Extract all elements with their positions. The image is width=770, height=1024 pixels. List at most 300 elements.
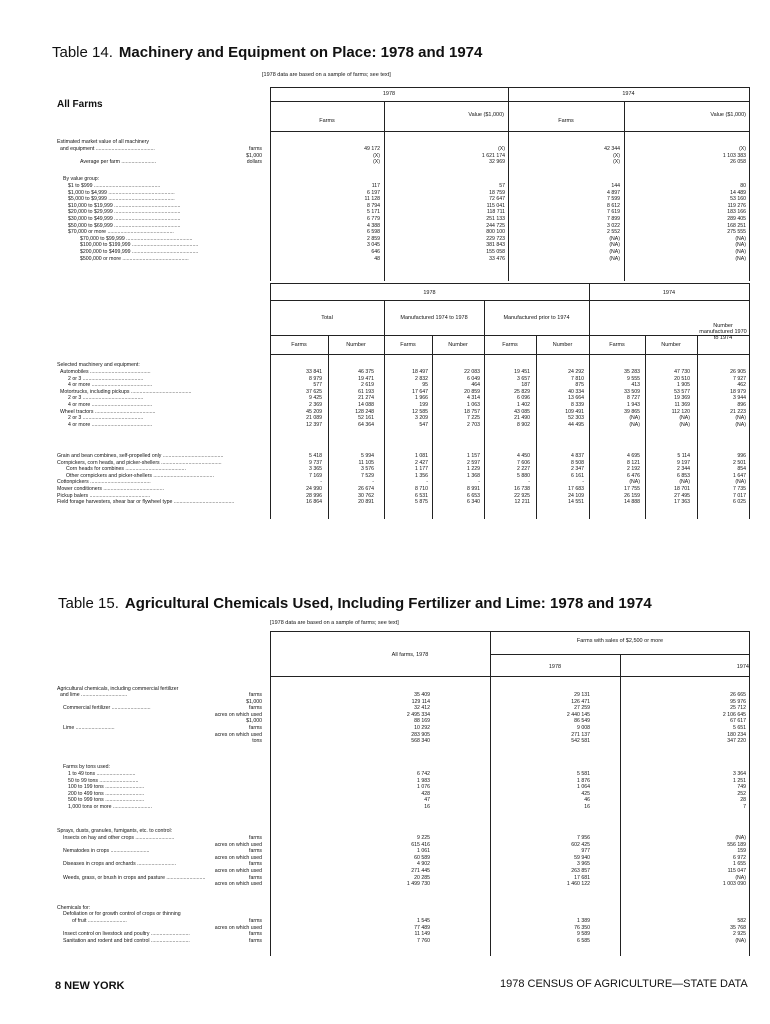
equipment-cell: 5 114 bbox=[677, 453, 690, 459]
t14-hdr2-1974: 1974 bbox=[662, 290, 676, 296]
cell-farms-1974: 2 552 bbox=[607, 229, 620, 236]
value-group-label: $5,000 to $9,999 .............................................. bbox=[68, 196, 175, 203]
cell-sales-1978: 542 581 bbox=[571, 738, 590, 745]
equipment-cell: 4 695 bbox=[627, 453, 640, 459]
equipment-cell: 12 211 bbox=[514, 499, 530, 506]
cell-all-1978: 615 416 bbox=[411, 841, 430, 848]
chem-unit: $1,000 bbox=[246, 698, 262, 705]
est-label-2: and equipment ......................................... bbox=[60, 146, 155, 152]
equipment-cell: 8 979 bbox=[309, 375, 322, 382]
t15-sec3-label: Sprays, dusts, granules, fumigants, etc. to control: bbox=[57, 828, 173, 834]
equipment-cell: 6 853 bbox=[677, 472, 690, 479]
equipment-cell: (NA) bbox=[629, 415, 640, 422]
equipment-cell: 52 161 bbox=[358, 415, 374, 422]
equipment-cell: 462 bbox=[737, 382, 746, 389]
equipment-cell: 20 891 bbox=[358, 499, 374, 506]
cell-farms-1974: 7 899 bbox=[607, 216, 620, 222]
equipment-cell: 2 501 bbox=[733, 459, 746, 466]
equipment-cell: 1 063 bbox=[467, 402, 480, 408]
cell-all-1978: 283 905 bbox=[411, 731, 430, 738]
cell-value-1978: 381 843 bbox=[486, 242, 505, 249]
equipment-cell: 8 991 bbox=[467, 486, 480, 492]
col-header: Number bbox=[346, 342, 366, 348]
chem-unit: farms bbox=[249, 931, 262, 938]
chem-unit: acres on which used bbox=[214, 731, 262, 738]
equipment-label: Other cornpickers and picker-shellers .......................................... bbox=[66, 472, 214, 479]
cell-value-1974: (NA) bbox=[735, 249, 746, 255]
cell-value-1974: 168 251 bbox=[727, 222, 746, 229]
cell-farms-1974: (NA) bbox=[609, 249, 620, 255]
cell-sales-1974: (NA) bbox=[735, 874, 746, 881]
col-header: Farms bbox=[400, 342, 416, 348]
equipment-cell: 8 710 bbox=[415, 486, 428, 492]
cell-all-1978: 9 225 bbox=[417, 835, 430, 841]
chem-label: Nematodes in crops ........................... bbox=[63, 848, 150, 855]
equipment-cell: 5 994 bbox=[361, 453, 374, 459]
equipment-cell: 21 490 bbox=[514, 415, 530, 422]
equipment-cell: (NA) bbox=[679, 479, 690, 486]
equipment-cell: 33 509 bbox=[624, 388, 640, 395]
equipment-cell: 2 347 bbox=[571, 466, 584, 473]
value-group-label: $70,000 or more .............................................. bbox=[68, 229, 174, 236]
cell-farms-1974: 7 599 bbox=[607, 196, 620, 203]
chem-label: Insects on hay and other crops ........................... bbox=[63, 835, 175, 841]
cell-farms-1978: 6 197 bbox=[367, 189, 380, 196]
cell-sales-1974: 1 251 bbox=[733, 777, 746, 784]
cell-farms-1978: 6 779 bbox=[367, 216, 380, 222]
cell-sales-1974: 1 655 bbox=[733, 861, 746, 868]
cell-value-1978: 32 969 bbox=[489, 159, 505, 166]
equipment-cell: 20 510 bbox=[674, 375, 690, 382]
cell-value-1974: 26 058 bbox=[730, 159, 746, 166]
cell-sales-1974: 115 047 bbox=[727, 868, 746, 874]
equipment-cell: 13 664 bbox=[568, 395, 584, 402]
value-group-label: $200,000 to $499,999 .............................................. bbox=[80, 249, 199, 255]
table15-note: [1978 data are based on a sample of farms; see text] bbox=[270, 620, 399, 626]
cell-sales-1974: 6 972 bbox=[733, 854, 746, 861]
equipment-cell: 44 495 bbox=[568, 421, 584, 428]
equipment-cell: 6 161 bbox=[571, 472, 584, 479]
equipment-cell: (NA) bbox=[679, 415, 690, 422]
cell-all-1978: 11 149 bbox=[414, 931, 430, 938]
cell-all-1978: 88 169 bbox=[414, 718, 430, 725]
chem-label: 200 to 499 tons ........................... bbox=[68, 790, 145, 797]
value-group-label: $70,000 to $99,999 .............................................. bbox=[80, 235, 193, 242]
cell-farms-1978: 48 bbox=[374, 255, 380, 262]
t15-hdr-1978: 1978 bbox=[548, 664, 562, 670]
cell-sales-1978: 9 589 bbox=[577, 931, 590, 938]
equipment-label: Grain and bean combines, self-propelled only .......................................... bbox=[57, 453, 224, 459]
t14-hdr-farms-74: Farms bbox=[558, 118, 574, 124]
chem-unit: $1,000 bbox=[246, 718, 262, 725]
equipment-cell: 1 647 bbox=[733, 472, 746, 479]
cell-farms-1978: 6 598 bbox=[367, 229, 380, 236]
cell-all-1978: 7 760 bbox=[417, 937, 430, 944]
t14-hdr2-mfgprior: Manufactured prior to 1974 bbox=[503, 315, 570, 321]
equipment-cell: - bbox=[320, 479, 322, 486]
chem-unit: acres on which used bbox=[214, 841, 262, 848]
cell-sales-1974: 5 651 bbox=[733, 725, 746, 731]
cell-sales-1974: 2 106 645 bbox=[722, 711, 746, 718]
equipment-cell: 16 864 bbox=[306, 499, 322, 506]
cell-farms-1974: 7 619 bbox=[607, 209, 620, 216]
cell-value-1978: 33 476 bbox=[489, 255, 505, 262]
equipment-cell: 1 368 bbox=[467, 472, 480, 479]
cell-sales-1978: 7 956 bbox=[577, 835, 590, 841]
cell-farms-1978: 5 171 bbox=[367, 209, 380, 216]
equipment-cell: 2 597 bbox=[467, 459, 480, 466]
cell-sales-1974: 582 bbox=[737, 918, 746, 924]
equipment-cell: 128 248 bbox=[355, 408, 374, 415]
cell-sales-1974: 35 768 bbox=[730, 924, 746, 931]
cell-value-1974: 1 103 383 bbox=[722, 152, 746, 159]
equipment-cell: 577 bbox=[313, 382, 322, 389]
equipment-cell: 25 829 bbox=[514, 388, 530, 395]
equipment-label: Corn heads for combines .......................................... bbox=[66, 466, 186, 473]
cell-value-1974: 289 405 bbox=[727, 216, 746, 222]
cell-farms-1974: (X) bbox=[613, 152, 620, 159]
cell-sales-1978: 59 940 bbox=[574, 854, 590, 861]
equipment-cell: 14 551 bbox=[568, 499, 584, 506]
cell-farms-1974: 42 344 bbox=[604, 146, 620, 152]
chem-label: Diseases in crops and orchards ........................... bbox=[63, 861, 177, 868]
table15-title: Table 15. Agricultural Chemicals Used, Including Fertilizer and Lime: 1978 and 1974 bbox=[58, 595, 652, 612]
value-group-label: $1 to $999 .............................................. bbox=[68, 183, 161, 189]
cell-farms-1974: 144 bbox=[611, 183, 620, 189]
cell-all-1978: 1 076 bbox=[417, 784, 430, 791]
col-header: Number bbox=[552, 342, 573, 348]
cell-sales-1978: 17 681 bbox=[574, 874, 590, 881]
row-unit: farms bbox=[249, 146, 262, 152]
equipment-cell: 47 730 bbox=[674, 369, 690, 375]
chem-label: 500 to 999 tons ........................... bbox=[68, 797, 145, 804]
equipment-cell: 53 577 bbox=[674, 388, 690, 395]
equipment-cell: 2 427 bbox=[415, 459, 428, 466]
equipment-cell: 9 197 bbox=[677, 459, 690, 466]
equipment-cell: 14 088 bbox=[358, 402, 374, 408]
equipment-cell: 6 653 bbox=[467, 492, 480, 499]
cell-sales-1978: 602 425 bbox=[571, 841, 590, 848]
cell-sales-1974: 95 976 bbox=[730, 698, 746, 705]
equipment-cell: 26 674 bbox=[358, 486, 374, 492]
cell-sales-1978: 425 bbox=[581, 790, 590, 797]
equipment-cell: 17 647 bbox=[412, 388, 428, 395]
chem-unit: farms bbox=[249, 835, 262, 841]
cell-sales-1978: 46 bbox=[584, 797, 590, 804]
equipment-cell: 6 025 bbox=[733, 499, 746, 506]
equipment-cell: 6 476 bbox=[627, 472, 640, 479]
equipment-cell: 1 943 bbox=[627, 402, 640, 408]
equipment-cell: 2 344 bbox=[677, 466, 690, 473]
cell-value-1974: 275 555 bbox=[727, 229, 746, 236]
cell-value-1974: (X) bbox=[739, 146, 746, 152]
chem-label: Sanitation and rodent and bird control ........................... bbox=[63, 937, 190, 944]
cell-value-1978: 244 725 bbox=[486, 222, 505, 229]
equipment-cell: (NA) bbox=[735, 421, 746, 428]
cell-sales-1978: 263 857 bbox=[571, 868, 590, 874]
equipment-cell: 21 223 bbox=[730, 408, 746, 415]
cell-value-1978: 229 723 bbox=[486, 235, 505, 242]
by-value-label: By value group: bbox=[63, 176, 100, 182]
equipment-cell: 896 bbox=[737, 402, 746, 408]
cell-all-1978: 1 499 730 bbox=[406, 881, 430, 888]
cell-sales-1974: 347 220 bbox=[727, 738, 746, 745]
equipment-cell: 4 450 bbox=[517, 453, 530, 459]
cell-sales-1978: 3 965 bbox=[577, 861, 590, 868]
equipment-cell: - bbox=[582, 479, 584, 486]
t14-hdr-1978: 1978 bbox=[382, 91, 396, 97]
equipment-cell: 17 755 bbox=[624, 486, 640, 492]
cell-all-1978: 20 285 bbox=[414, 874, 430, 881]
cell-sales-1974: 180 234 bbox=[727, 731, 746, 738]
cell-sales-1978: 5 581 bbox=[577, 771, 590, 777]
equipment-cell: 4 314 bbox=[467, 395, 480, 402]
equipment-label: Cottonpickers .......................................... bbox=[57, 479, 151, 486]
equipment-cell: 8 508 bbox=[571, 459, 584, 466]
equipment-cell: 26 159 bbox=[624, 492, 640, 499]
col-header: Farms bbox=[502, 342, 518, 348]
chem-label: Lime ........................... bbox=[63, 725, 115, 731]
cell-value-1978: 118 711 bbox=[487, 209, 505, 216]
cell-sales-1978: 9 008 bbox=[577, 725, 590, 731]
equipment-cell: 6 340 bbox=[467, 499, 480, 506]
cell-all-1978: 60 589 bbox=[414, 854, 430, 861]
equipment-cell: 464 bbox=[471, 382, 480, 389]
cell-all-1978: 1 545 bbox=[417, 918, 430, 924]
t15-hdr-1974: 1974 bbox=[736, 664, 749, 670]
t15-hdr-all: All farms, 1978 bbox=[391, 652, 429, 658]
chem-unit: farms bbox=[249, 937, 262, 944]
equipment-cell: 7 169 bbox=[309, 472, 322, 479]
cell-value-1978: 800 100 bbox=[486, 229, 505, 236]
cell-sales-1974: 556 189 bbox=[727, 841, 746, 848]
equipment-cell: 7 225 bbox=[467, 415, 480, 422]
cell-value-1978: 1 621 174 bbox=[481, 152, 505, 159]
equipment-cell: 6 049 bbox=[467, 375, 480, 382]
equipment-cell: 19 369 bbox=[674, 395, 690, 402]
equipment-label: Cornpickers, corn heads, and picker-shellers .......................................... bbox=[57, 459, 222, 466]
cell-farms-1974: 8 612 bbox=[607, 202, 620, 209]
chem-label: 50 to 99 tons ........................... bbox=[68, 777, 139, 784]
cell-sales-1978: 86 549 bbox=[574, 718, 590, 725]
chem-unit: acres on which used bbox=[214, 881, 262, 888]
footer-page-state: 8 NEW YORK bbox=[55, 980, 125, 992]
cell-all-1978: 568 340 bbox=[411, 738, 430, 745]
equipment-cell: 7 735 bbox=[733, 486, 746, 492]
cell-value-1978: 18 759 bbox=[489, 189, 505, 196]
cell-sales-1974: 67 617 bbox=[730, 718, 746, 725]
equipment-cell: - bbox=[528, 479, 530, 486]
cell-value-1974: 183 166 bbox=[727, 209, 746, 216]
equipment-cell: 3 365 bbox=[309, 466, 322, 473]
cell-sales-1974: 28 bbox=[740, 797, 746, 804]
col-header: Farms bbox=[609, 342, 625, 348]
equipment-cell: 2 619 bbox=[361, 382, 374, 389]
cell-farms-1978: 11 128 bbox=[364, 196, 380, 203]
equipment-label: Motortrucks, including pickups .......................................... bbox=[60, 388, 192, 395]
row-unit: $1,000 bbox=[246, 152, 262, 159]
cell-farms-1978: 646 bbox=[371, 249, 380, 255]
cell-all-1978: 35 409 bbox=[414, 692, 430, 698]
col-header: Farms bbox=[291, 342, 307, 348]
chem-unit: farms bbox=[249, 918, 262, 924]
chem-label: of fruit ........................... bbox=[72, 918, 127, 924]
cell-sales-1978: 1 389 bbox=[577, 918, 590, 924]
equipment-label: 2 or 3 .......................................... bbox=[68, 375, 144, 382]
equipment-cell: 18 979 bbox=[730, 388, 746, 395]
equipment-cell: 18 497 bbox=[412, 369, 428, 375]
cell-all-1978: 4 902 bbox=[417, 861, 430, 868]
cell-sales-1978: 271 137 bbox=[571, 731, 590, 738]
equipment-label: 4 or more .......................................... bbox=[68, 421, 153, 428]
cell-value-1978: 251 133 bbox=[486, 216, 505, 222]
cell-all-1978: 32 412 bbox=[414, 705, 430, 712]
chem-unit: farms bbox=[249, 848, 262, 855]
equipment-label: Field forage harvesters, shear bar or flywheel type .......................................... bbox=[57, 499, 235, 506]
cell-farms-1978: 3 045 bbox=[367, 242, 380, 249]
equipment-cell: 3 209 bbox=[415, 415, 428, 422]
equipment-cell: 52 303 bbox=[568, 415, 584, 422]
equipment-cell: 1 966 bbox=[415, 395, 428, 402]
cell-sales-1978: 1 460 122 bbox=[566, 881, 590, 888]
equipment-cell: 7 606 bbox=[517, 459, 530, 466]
cell-all-1978: 10 292 bbox=[414, 725, 430, 731]
equipment-cell: 40 334 bbox=[568, 388, 584, 395]
cell-farms-1978: (X) bbox=[373, 152, 380, 159]
cell-farms-1974: (X) bbox=[613, 159, 620, 166]
cell-sales-1974: 26 665 bbox=[730, 692, 746, 698]
equipment-cell: 45 209 bbox=[306, 408, 322, 415]
cell-all-1978: 2 495 334 bbox=[406, 711, 430, 718]
chem-label: 1,000 tons or more ........................... bbox=[68, 804, 152, 810]
equipment-label: 2 or 3 .......................................... bbox=[68, 415, 144, 422]
equipment-cell: 26 905 bbox=[730, 369, 746, 375]
equipment-cell: 24 109 bbox=[568, 492, 584, 499]
cell-sales-1974: 2 925 bbox=[733, 931, 746, 938]
footer-census-title: 1978 CENSUS OF AGRICULTURE—STATE DATA bbox=[500, 978, 748, 990]
cell-value-1974: (NA) bbox=[735, 255, 746, 262]
value-group-label: $1,000 to $4,999 .............................................. bbox=[68, 189, 175, 196]
cell-sales-1974: 7 bbox=[743, 804, 746, 810]
cell-value-1978: 155 058 bbox=[486, 249, 505, 255]
equipment-cell: 187 bbox=[521, 382, 530, 389]
cell-farms-1978: 49 172 bbox=[364, 146, 380, 152]
t15-sec4-label1: Chemicals for: bbox=[57, 905, 91, 911]
equipment-cell: 3 657 bbox=[517, 375, 530, 382]
equipment-cell: 5 875 bbox=[415, 499, 428, 506]
chem-label: Weeds, grass, or brush in crops and pasture ........................... bbox=[63, 874, 206, 881]
cell-farms-1978: 4 388 bbox=[367, 222, 380, 229]
equipment-cell: 39 865 bbox=[624, 408, 640, 415]
t14-hdr2-nummfg: Number manufactured 1970 to 1974 bbox=[699, 323, 747, 341]
equipment-label: Automobiles .......................................... bbox=[60, 369, 151, 375]
table14-title: Table 14. Machinery and Equipment on Place: 1978 and 1974 bbox=[52, 44, 483, 61]
est-label-1: Estimated market value of all machinery bbox=[57, 139, 149, 145]
equipment-cell: 8 727 bbox=[627, 395, 640, 402]
cell-sales-1978: 29 131 bbox=[574, 692, 590, 698]
equipment-cell: 17 363 bbox=[674, 499, 690, 506]
chem-unit: acres on which used bbox=[214, 868, 262, 874]
cell-sales-1978: 6 585 bbox=[577, 937, 590, 944]
cell-sales-1974: (NA) bbox=[735, 937, 746, 944]
equipment-cell: 199 bbox=[419, 402, 428, 408]
cell-sales-1974: 159 bbox=[737, 848, 746, 855]
cell-farms-1974: 3 022 bbox=[607, 222, 620, 229]
equipment-cell: 413 bbox=[631, 382, 640, 389]
equipment-cell: 14 888 bbox=[624, 499, 640, 506]
equipment-cell: 2 192 bbox=[627, 466, 640, 473]
value-group-label: $10,000 to $19,999 .............................................. bbox=[68, 202, 181, 209]
equipment-cell: - bbox=[426, 479, 428, 486]
equipment-cell: 5 418 bbox=[309, 453, 322, 459]
equipment-cell: 854 bbox=[737, 466, 746, 473]
equipment-cell: 1 402 bbox=[517, 402, 530, 408]
cell-value-1978: 72 647 bbox=[489, 196, 505, 203]
equipment-cell: 21 274 bbox=[358, 395, 374, 402]
equipment-cell: 1 177 bbox=[415, 466, 428, 473]
equipment-cell: 12 397 bbox=[306, 421, 322, 428]
cell-sales-1978: 126 471 bbox=[571, 698, 590, 705]
chem-unit: farms bbox=[249, 705, 262, 712]
t14-hdr-value-74: Value ($1,000) bbox=[710, 112, 746, 118]
equipment-cell: 1 229 bbox=[467, 466, 480, 473]
equipment-cell: 547 bbox=[419, 421, 428, 428]
cell-all-1978: 1 061 bbox=[417, 848, 430, 855]
t15-sec1-label1: Agricultural chemicals, including commercial fertilizer bbox=[57, 686, 179, 692]
chem-unit: farms bbox=[249, 725, 262, 731]
chem-label: Commercial fertilizer ........................... bbox=[63, 705, 151, 712]
equipment-cell: 2 832 bbox=[415, 375, 428, 382]
equipment-cell: 6 531 bbox=[415, 492, 428, 499]
col-header: Number bbox=[448, 342, 468, 348]
cell-sales-1974: 1 003 090 bbox=[722, 881, 746, 888]
value-group-label: $30,000 to $49,999 .............................................. bbox=[68, 216, 181, 222]
equipment-cell: 1 081 bbox=[415, 453, 428, 459]
cell-sales-1978: 1 876 bbox=[577, 777, 590, 784]
chem-unit: farms bbox=[249, 874, 262, 881]
equipment-cell: 3 576 bbox=[361, 466, 374, 473]
equipment-cell: 19 471 bbox=[358, 375, 374, 382]
cell-all-1978: 271 445 bbox=[411, 868, 430, 874]
equipment-label: Mower conditioners .......................................... bbox=[57, 486, 164, 492]
equipment-cell: 2 227 bbox=[517, 466, 530, 473]
cell-value-1978: 57 bbox=[499, 183, 505, 189]
row-label: Average per farm ........................ bbox=[80, 159, 157, 166]
equipment-cell: 22 083 bbox=[464, 369, 480, 375]
equipment-cell: 2 369 bbox=[309, 402, 322, 408]
chem-unit: acres on which used bbox=[214, 711, 262, 718]
equipment-cell: (NA) bbox=[629, 479, 640, 486]
equipment-cell: 64 364 bbox=[358, 421, 374, 428]
cell-sales-1978: 1 064 bbox=[577, 784, 590, 791]
cell-farms-1978: 117 bbox=[371, 183, 380, 189]
equipment-cell: 30 762 bbox=[358, 492, 374, 499]
equipment-cell: 7 017 bbox=[733, 492, 746, 499]
equipment-cell: 7 927 bbox=[733, 375, 746, 382]
cell-value-1978: (X) bbox=[498, 146, 505, 152]
equipment-cell: - bbox=[372, 479, 374, 486]
t14-hdr2-mfg7478: Manufactured 1974 to 1978 bbox=[400, 315, 468, 321]
equipment-cell: 16 738 bbox=[514, 486, 530, 492]
cell-farms-1978: 8 794 bbox=[367, 202, 380, 209]
equipment-cell: 17 683 bbox=[568, 486, 584, 492]
cell-value-1974: 14 489 bbox=[730, 189, 746, 196]
equipment-cell: 9 555 bbox=[627, 375, 640, 382]
equipment-cell: 37 625 bbox=[306, 388, 322, 395]
cell-all-1978: 129 114 bbox=[411, 698, 430, 705]
cell-all-1978: 6 742 bbox=[417, 771, 430, 777]
equipment-cell: 1 356 bbox=[415, 472, 428, 479]
